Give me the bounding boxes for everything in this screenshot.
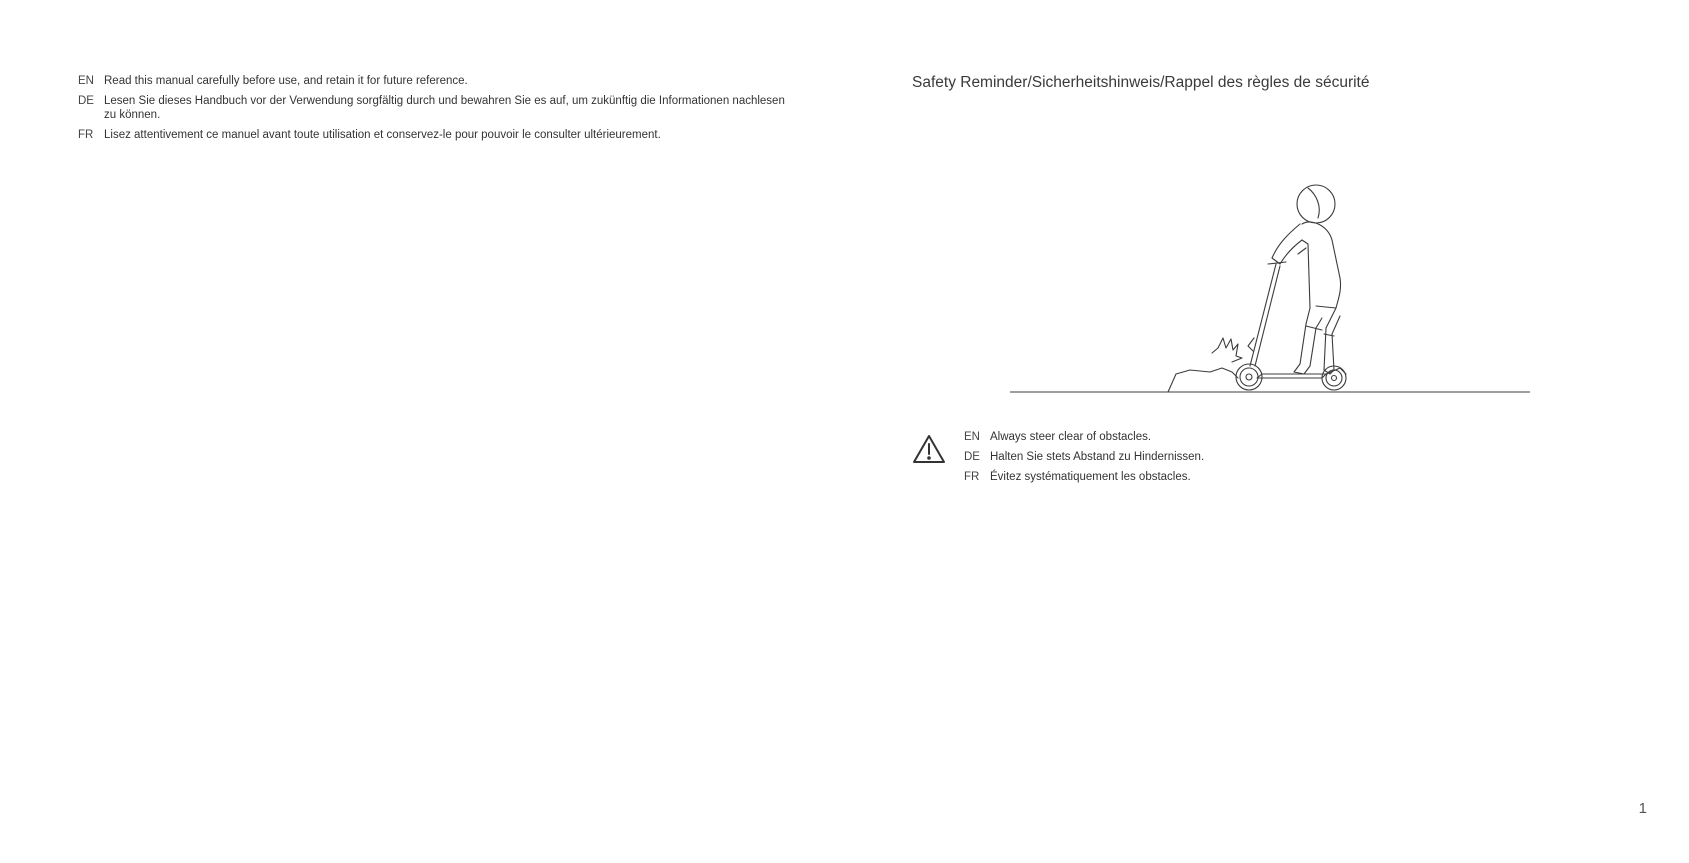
- rider-leg-back: [1324, 308, 1340, 374]
- warning-lang-code-fr: FR: [964, 471, 980, 483]
- lang-code-de: DE: [78, 95, 94, 107]
- warning-item-fr: [964, 470, 1484, 484]
- intro-note-en: [78, 74, 798, 88]
- warning-list: [964, 430, 1484, 490]
- rider-leg-front: [1294, 308, 1322, 374]
- warning-lang-code-de: DE: [964, 451, 980, 463]
- rider-helmet: [1297, 185, 1335, 223]
- intro-note-fr: [78, 128, 798, 142]
- warning-item-en: [964, 430, 1484, 444]
- rider-arm: [1272, 224, 1302, 264]
- warning-lang-code-en: EN: [964, 431, 980, 443]
- warning-triangle-icon: [912, 433, 946, 465]
- obstacle-bump: [1168, 368, 1238, 392]
- scooter-stem: [1250, 264, 1276, 366]
- lang-code-en: EN: [78, 75, 94, 87]
- section-title: Safety Reminder/Sicherheitshinweis/Rappel des règles de sécurité: [912, 74, 1370, 91]
- page-number: 1: [1638, 800, 1647, 817]
- intro-note-text-en: Read this manual carefully before use, and retain it for future reference.: [104, 75, 468, 87]
- warning-text-de: Halten Sie stets Abstand zu Hindernissen.: [990, 451, 1205, 463]
- scooter-deck: [1257, 374, 1326, 378]
- lang-code-fr: FR: [78, 129, 94, 141]
- warning-text-en: Always steer clear of obstacles.: [990, 431, 1152, 443]
- rider-torso: [1302, 222, 1341, 308]
- intro-note-de: [78, 94, 798, 122]
- scooter-rider-obstacle-illustration: [1010, 178, 1530, 398]
- warning-text-fr: Évitez systématiquement les obstacles.: [990, 471, 1191, 483]
- warning-item-de: [964, 450, 1484, 464]
- intro-notes: [78, 74, 798, 148]
- impact-sparks: [1218, 338, 1242, 362]
- intro-note-text-de: Lesen Sie dieses Handbuch vor der Verwendung sorgfältig durch und bewahren Sie es auf, um zukünftig die Informationen nachlesen zu können.: [104, 95, 785, 121]
- intro-note-text-fr: Lisez attentivement ce manuel avant toute utilisation et conservez-le pour pouvoir le consulter ultérieurement.: [104, 129, 661, 141]
